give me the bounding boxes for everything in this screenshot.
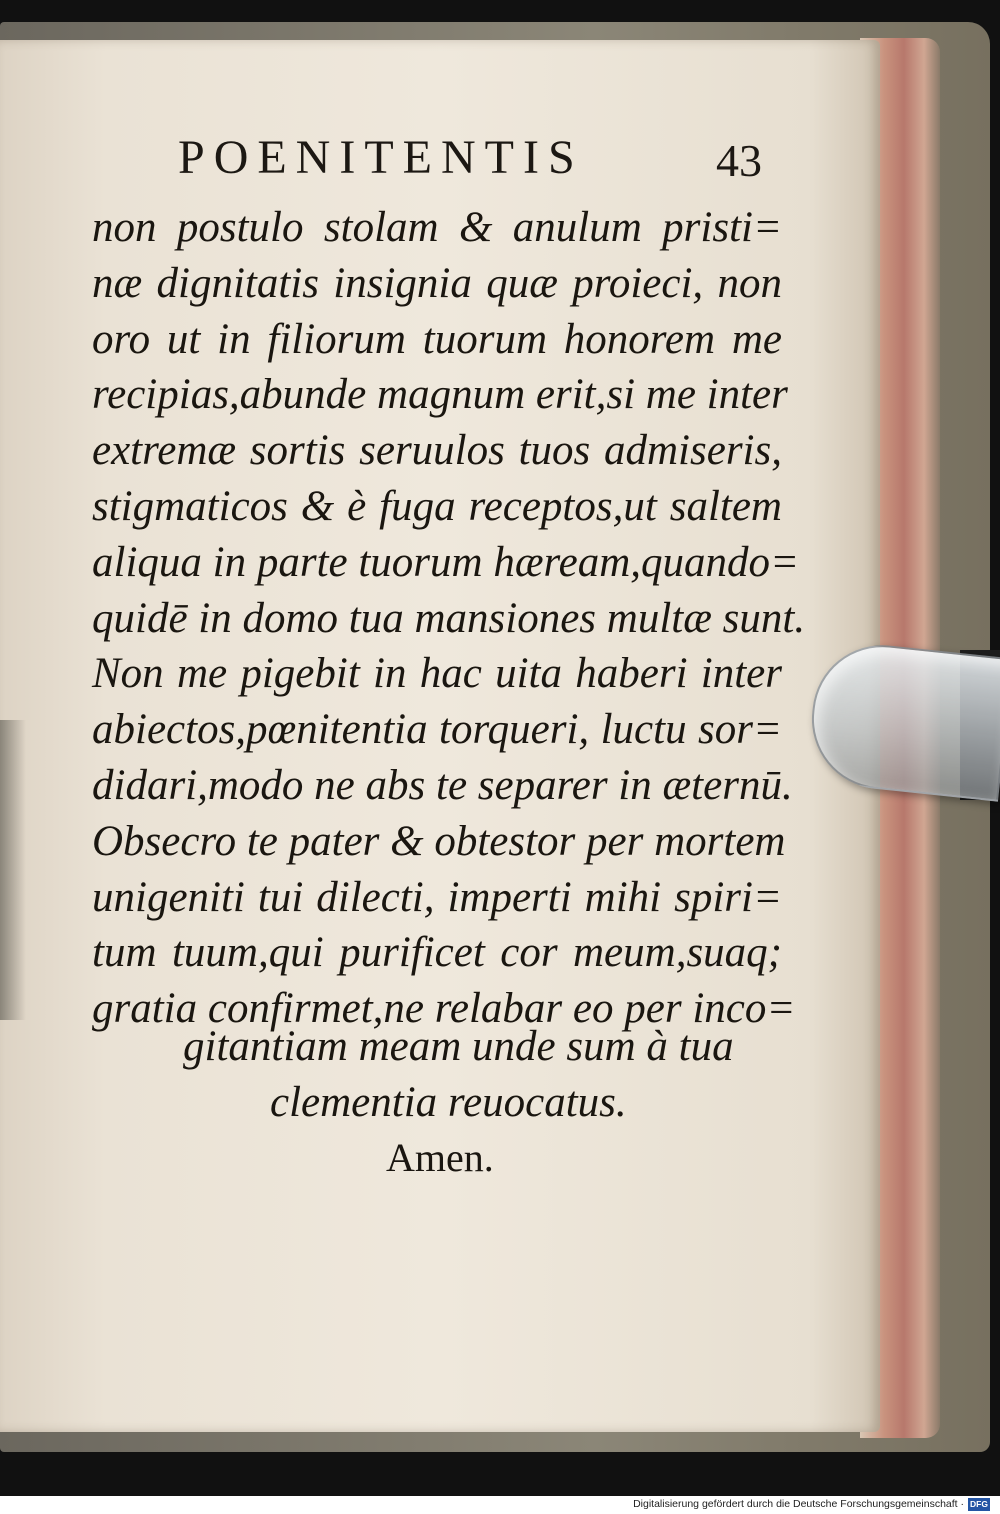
text-line: quidē in domo tua mansiones multæ sunt. [92, 594, 806, 642]
text-line: unigeniti tui dilecti, imperti mihi spiri= [92, 873, 782, 921]
running-head: POENITENTIS [178, 131, 584, 184]
text-line: aliqua in parte tuorum hæream,quando= [92, 538, 800, 586]
text-line: tum tuum,qui purificet cor meum,suaq; [92, 929, 782, 977]
dfg-logo: DFG [968, 1498, 990, 1511]
text-line: gratia confirmet,ne relabar eo per inco= [92, 985, 796, 1033]
text-line: extremæ sortis seruulos tuos admiseris, [92, 427, 782, 475]
text-line: stigmaticos & è fuga receptos,ut saltem [92, 482, 782, 530]
gutter-shadow [0, 720, 26, 1020]
text-line: abiectos,pœnitentia torqueri, luctu sor= [92, 706, 782, 754]
tail-line: gitantiam meam unde sum à tua [183, 1023, 734, 1070]
text-line: Obsecro te pater & obtestor per mortem [92, 817, 786, 865]
body-text [92, 200, 806, 1037]
text-line: oro ut in filiorum tuorum honorem me [92, 315, 782, 363]
text-line: Non me pigebit in hac uita haberi inter [92, 650, 782, 698]
text-line: recipias,abunde magnum erit,si me inter [92, 371, 788, 419]
text-line: didari,modo ne abs te separer in æternū. [92, 761, 793, 809]
text-line: non postulo stolam & anulum pristi= [92, 204, 782, 251]
funding-credit: Digitalisierung gefördert durch die Deutsche Forschungsgemeinschaft · [633, 1498, 964, 1510]
footer-bar [0, 1496, 1000, 1514]
closing-word: Amen. [386, 1135, 494, 1180]
text-line: næ dignitatis insignia quæ proieci, non [92, 259, 782, 307]
page-number: 43 [716, 135, 762, 186]
tail-line: clementia reuocatus. [270, 1079, 627, 1126]
